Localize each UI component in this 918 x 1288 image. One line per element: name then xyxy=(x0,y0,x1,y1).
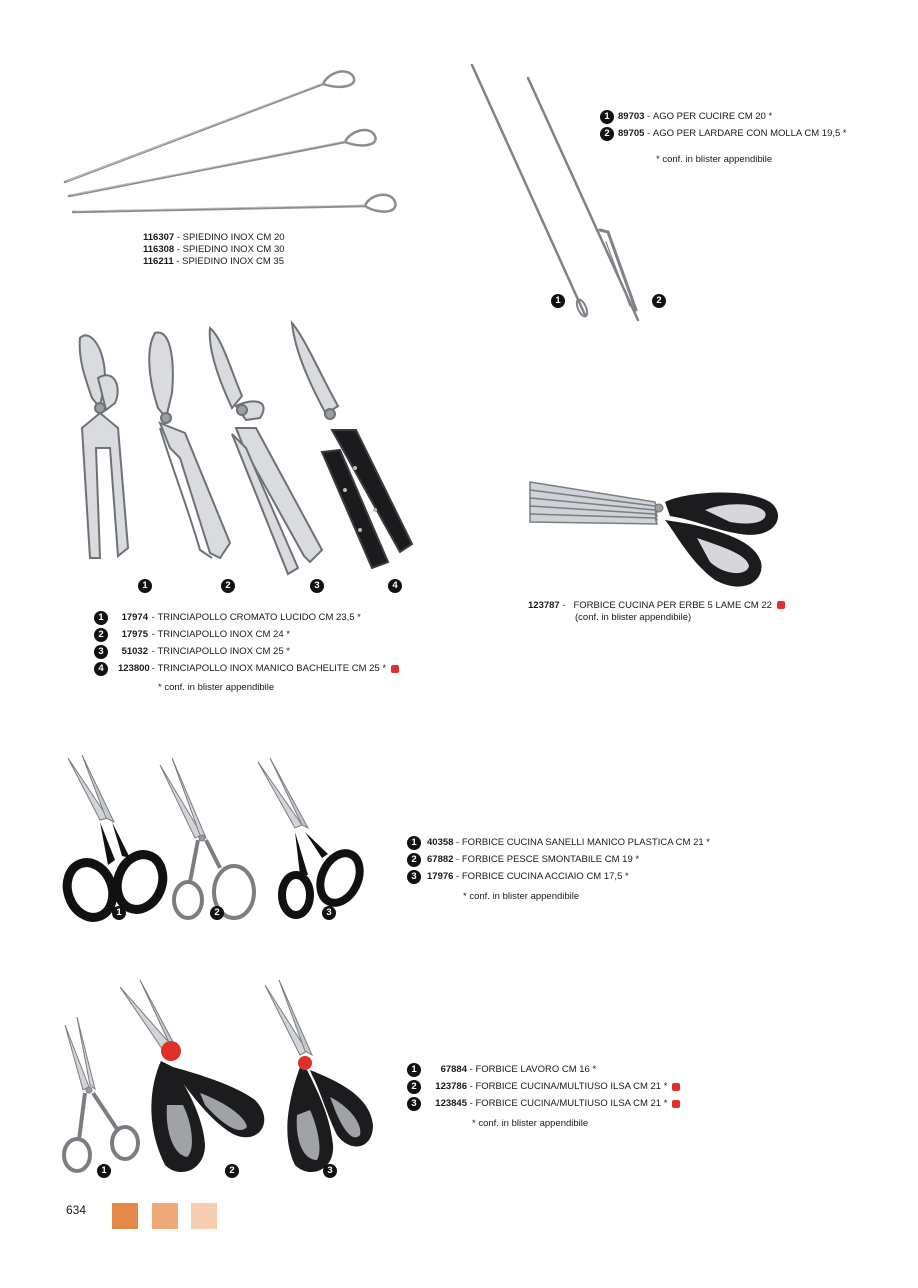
needle-badge-1: 1 xyxy=(551,294,565,308)
color-swatch xyxy=(191,1203,217,1229)
number-badge: 4 xyxy=(94,662,108,676)
new-flag-icon xyxy=(777,601,785,609)
page-number: 634 xyxy=(66,1203,87,1217)
number-badge: 2 xyxy=(407,853,421,867)
list-item: 1 40358 - FORBICE CUCINA SANELLI MANICO PLASTICA CM 21 * xyxy=(407,834,710,851)
needles-list xyxy=(600,108,847,142)
poultry-badge-4: 4 xyxy=(388,579,402,593)
kitchen-note: * conf. in blister appendibile xyxy=(463,891,580,902)
herb-scissors-entry xyxy=(528,600,785,624)
number-badge: 1 xyxy=(407,1063,421,1077)
list-item: 1 89703 - AGO PER CUCIRE CM 20 * xyxy=(600,108,847,125)
list-item: 2 17975 - TRINCIAPOLLO INOX CM 24 * xyxy=(94,626,399,643)
number-badge: 3 xyxy=(407,1097,421,1111)
skewers-image xyxy=(55,60,415,225)
number-badge: 2 xyxy=(94,628,108,642)
list-item: 3 123845 - FORBICE CUCINA/MULTIUSO ILSA CM 21 * xyxy=(407,1095,680,1112)
kitchen-badge-1: 1 xyxy=(112,906,126,920)
herb-note: (conf. in blister appendibile) xyxy=(575,612,692,623)
color-swatch xyxy=(112,1203,138,1229)
new-flag-icon xyxy=(672,1100,680,1108)
number-badge: 1 xyxy=(94,611,108,625)
new-flag-icon xyxy=(391,665,399,673)
list-item: 123787 - FORBICE CUCINA PER ERBE 5 LAME CM 22 xyxy=(528,600,785,612)
list-item: 4 123800 - TRINCIAPOLLO INOX MANICO BACHELITE CM 25 * xyxy=(94,660,399,677)
list-item: 116308 - SPIEDINO INOX CM 30 xyxy=(143,244,285,255)
herb-scissors-image xyxy=(525,462,795,597)
kitchen-scissors-list xyxy=(407,834,710,885)
list-item: 1 17974 - TRINCIAPOLLO CROMATO LUCIDO CM 23,5 * xyxy=(94,609,399,626)
kitchen-scissors-image xyxy=(60,750,380,930)
poultry-shears-list xyxy=(94,609,399,677)
color-swatch xyxy=(152,1203,178,1229)
poultry-badge-3: 3 xyxy=(310,579,324,593)
needles-note: * conf. in blister appendibile xyxy=(656,154,773,165)
list-item: 116307 - SPIEDINO INOX CM 20 xyxy=(143,232,285,243)
list-item: 3 51032 - TRINCIAPOLLO INOX CM 25 * xyxy=(94,643,399,660)
poultry-shears-image xyxy=(60,318,430,583)
list-item: 2 123786 - FORBICE CUCINA/MULTIUSO ILSA CM 21 * xyxy=(407,1078,680,1095)
poultry-badge-1: 1 xyxy=(138,579,152,593)
number-badge: 1 xyxy=(407,836,421,850)
kitchen-badge-3: 3 xyxy=(322,906,336,920)
number-badge: 1 xyxy=(600,110,614,124)
multi-badge-3: 3 xyxy=(323,1164,337,1178)
multi-scissors-list xyxy=(407,1061,680,1112)
needle-badge-2: 2 xyxy=(652,294,666,308)
list-item: 116211 - SPIEDINO INOX CM 35 xyxy=(143,256,284,267)
multi-note: * conf. in blister appendibile xyxy=(472,1118,589,1129)
list-item: 1 67884 - FORBICE LAVORO CM 16 * xyxy=(407,1061,680,1078)
multi-scissors-image xyxy=(55,975,385,1185)
number-badge: 3 xyxy=(94,645,108,659)
number-badge: 3 xyxy=(407,870,421,884)
number-badge: 2 xyxy=(600,127,614,141)
list-item: 3 17976 - FORBICE CUCINA ACCIAIO CM 17,5 * xyxy=(407,868,710,885)
poultry-note: * conf. in blister appendibile xyxy=(158,682,275,693)
list-item: 2 67882 - FORBICE PESCE SMONTABILE CM 19 * xyxy=(407,851,710,868)
number-badge: 2 xyxy=(407,1080,421,1094)
multi-badge-1: 1 xyxy=(97,1164,111,1178)
needles-image xyxy=(460,60,660,330)
multi-badge-2: 2 xyxy=(225,1164,239,1178)
poultry-badge-2: 2 xyxy=(221,579,235,593)
skewers-list xyxy=(143,232,285,268)
list-item: 2 89705 - AGO PER LARDARE CON MOLLA CM 19,5 * xyxy=(600,125,847,142)
kitchen-badge-2: 2 xyxy=(210,906,224,920)
new-flag-icon xyxy=(672,1083,680,1091)
